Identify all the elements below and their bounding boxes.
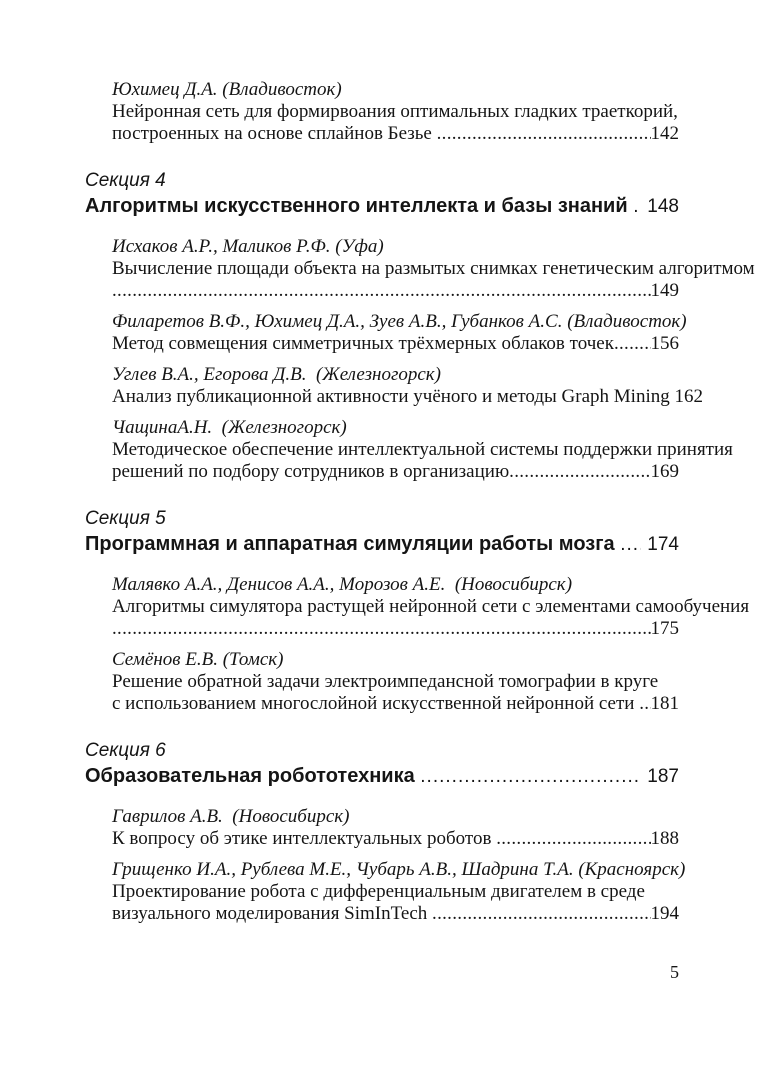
section-title-line [85,763,679,790]
toc-entry [112,236,755,302]
entry-page-number: 149 [650,280,679,301]
dot-leader [639,693,650,715]
entry-page-number: 194 [650,903,679,924]
dot-leader [496,828,650,850]
section-heading [85,169,679,220]
section-title: Алгоритмы искусственного интеллекта и базы знаний [85,195,634,217]
entry-leader-line [112,618,679,640]
entry-title-line: Алгоритмы симулятора растущей нейронной сети с элементами самообучения [112,596,750,617]
toc-entry [112,311,687,355]
section-entries [85,574,750,715]
section-page-number: 187 [647,766,679,787]
dot-leader [509,461,650,483]
entry-title-line: Решение обратной задачи электроимпедансной томографии в круге [112,671,659,692]
entry-leader-line [112,461,679,483]
section-label: Секция 5 [85,508,166,529]
entry-title-lines [112,881,679,903]
dot-leader [614,333,651,355]
entry-page-number: 169 [650,461,679,482]
section-page-number: 174 [647,534,679,555]
toc [85,79,755,934]
section-title: Программная и аппаратная симуляции работы мозга [85,533,621,555]
entry-title-tail: построенных на основе сплайнов Безье [112,123,437,144]
entry-authors: ЧащинаА.Н. (Железногорск) [112,417,347,438]
toc-section [85,169,755,483]
footer-page-number: 5 [670,962,679,982]
dot-leader [633,194,641,220]
entry-title-line: Методическое обеспечение интеллектуальной системы поддержки принятия [112,439,733,460]
dot-leader [437,123,651,145]
entry-title-tail: решений по подбору сотрудников в организацию [112,461,510,482]
entry-title-tail: Анализ публикационной активности учёного и методы Graph Mining [112,386,675,407]
entry-leader-line [112,693,679,715]
dot-leader [620,532,641,558]
section-title: Образовательная робототехника [85,765,421,787]
entry-leader-line [112,123,679,145]
section-label: Секция 6 [85,740,166,761]
toc-entry [112,364,703,408]
entry-title-tail: визуального моделирования SimInTech [112,903,433,924]
toc-entry [112,417,733,483]
entry-authors: Исхаков А.Р., Маликов Р.Ф. (Уфа) [112,236,384,257]
toc-entry [112,79,679,145]
entry-title-lines [112,258,755,280]
toc-section [85,739,686,925]
entry-page-number: 142 [650,123,679,144]
entry-title-lines [112,439,733,461]
entry-page-number: 162 [674,386,703,407]
entry-title-tail: К вопросу об этике интеллектуальных роботов [112,828,497,849]
dot-leader [112,280,651,302]
toc-entry [112,649,679,715]
entry-title-line: Нейронная сеть для формирвоания оптимальных гладких траеткорий, [112,101,678,122]
entry-title-line: Проектирование робота с дифференциальным двигателем в среде [112,881,645,902]
section-entries [85,806,686,925]
dot-leader [420,764,641,790]
entry-title-line: Вычисление площади объекта на размытых снимках генетическим алгоритмом [112,258,755,279]
entry-authors: Филаретов В.Ф., Юхимец Д.А., Зуев А.В., Губанков А.С. (Владивосток) [112,311,687,332]
dot-leader [112,618,651,640]
section-heading [85,739,679,790]
entry-title-tail: Метод совмещения симметричных трёхмерных облаков точек [112,333,614,354]
entry-title-lines [112,101,679,123]
dot-leader [432,903,650,925]
toc-entry [112,574,750,640]
entry-title-lines [112,596,750,618]
entry-page-number: 188 [650,828,679,849]
toc-entry [112,806,679,850]
entry-page-number: 175 [650,618,679,639]
toc-section [85,507,750,715]
section-heading [85,507,679,558]
section-entries [85,236,755,483]
entry-page-number: 181 [650,693,679,714]
section-page-number: 148 [647,196,679,217]
section-label: Секция 4 [85,170,166,191]
entry-title-tail: с использованием многослойной искусственной нейронной сети [112,693,640,714]
entry-authors: Грищенко И.А., Рублева М.Е., Чубарь А.В., Шадрина Т.А. (Красноярск) [112,859,686,880]
entry-leader-line [112,333,679,355]
entry-page-number: 156 [650,333,679,354]
toc-entry [112,859,686,925]
section-title-line [85,193,679,220]
entry-authors: Малявко А.А., Денисов А.А., Морозов А.Е. (Новосибирск) [112,574,573,595]
entry-authors: Углев В.А., Егорова Д.В. (Железногорск) [112,364,442,385]
entry-leader-line [112,386,703,408]
entry-authors: Семёнов Е.В. (Томск) [112,649,284,670]
section-title-line [85,531,679,558]
entry-authors: Юхимец Д.А. (Владивосток) [112,79,342,100]
entry-title-lines [112,671,679,693]
entry-leader-line [112,903,679,925]
entry-leader-line [112,828,679,850]
entry-leader-line [112,280,679,302]
entry-authors: Гаврилов А.В. (Новосибирск) [112,806,350,827]
